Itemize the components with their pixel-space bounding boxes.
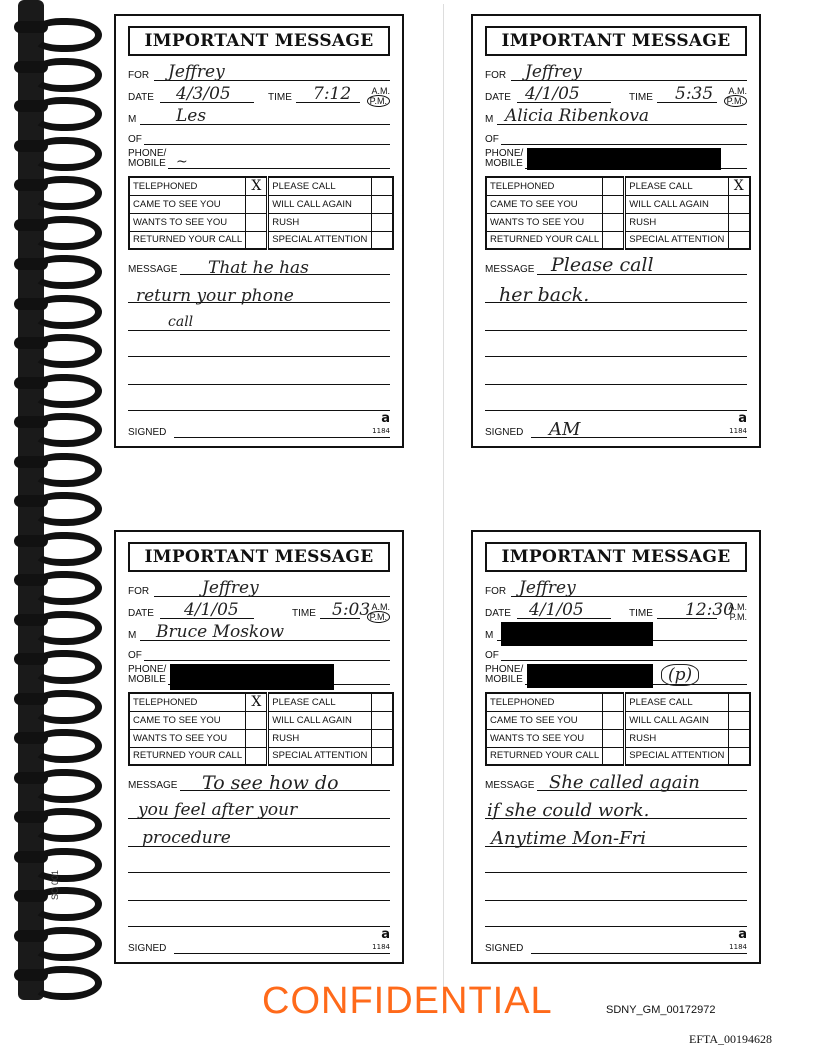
pm-circled: P.M. (724, 95, 747, 107)
spiral-ring (14, 802, 94, 832)
for-value: Jeffrey (202, 578, 259, 598)
message-slip-1 (114, 14, 404, 448)
date-value: 4/3/05 (176, 84, 231, 104)
spiral-ring (14, 210, 94, 240)
m-line: M Bruce Moskow (128, 622, 390, 644)
spiral-ring (14, 921, 94, 951)
telephoned-mark: X (246, 177, 268, 195)
message-area: MESSAGE To see how do you feel after your procedure (128, 772, 390, 932)
date-value: 4/1/05 (525, 84, 580, 104)
pm-circled: P.M. (367, 95, 390, 107)
am-pm: A.M. P.M. (367, 602, 390, 622)
phone-line: PHONE/ MOBILE (485, 148, 747, 172)
spiral-ring (14, 723, 94, 753)
telephoned-mark: X (246, 693, 268, 711)
for-value: Jeffrey (525, 62, 582, 82)
phone-line: PHONE/ MOBILE (p) (485, 664, 747, 688)
spiral-ring (14, 249, 94, 279)
date-time-line: DATE 4/1/05 TIME 5:35 A.M. P.M. (485, 84, 747, 106)
signed-line: SIGNED a 1184 (128, 927, 390, 954)
redaction-box (170, 664, 334, 690)
for-value: Jeffrey (519, 578, 576, 598)
spiral-ring (14, 368, 94, 398)
sheet-divider (443, 4, 444, 1014)
slip-title: IMPORTANT MESSAGE (128, 26, 390, 56)
message-area: MESSAGE Please call her back. (485, 256, 747, 416)
spiral-ring (14, 170, 94, 200)
spiral-ring (14, 12, 94, 42)
for-line: FOR Jeffrey (485, 578, 747, 600)
spiral-ring (14, 91, 94, 121)
spiral-ring (14, 486, 94, 516)
spiral-ring (14, 289, 94, 319)
message-line-1: To see how do (202, 772, 339, 794)
of-line (128, 128, 390, 148)
spiral-ring (14, 842, 94, 872)
form-logo: a 1184 (729, 927, 747, 951)
of-label: OF (128, 134, 142, 145)
spiral-ring (14, 447, 94, 477)
of-line: OF (485, 128, 747, 148)
m-line: M (485, 622, 747, 644)
slip-title: IMPORTANT MESSAGE (128, 542, 390, 572)
message-line-1: That he has (208, 258, 309, 278)
of-line: OF (485, 644, 747, 664)
am-pm: A.M. P.M. (728, 602, 747, 622)
m-line (128, 106, 390, 128)
checkbox-grid: TELEPHONED X PLEASE CALL CAME TO SEE YOU WILL CALL AGAIN WANTS TO SEE YOU RUSH RETURNED YOUR CALL SPECIAL ATTENTION (128, 692, 394, 766)
spiral-ring (14, 644, 94, 674)
signed-line: SIGNED a 1184 (485, 927, 747, 954)
spiral-ring (14, 684, 94, 714)
am-pm: A.M. P.M. (724, 86, 747, 106)
message-line-2: return your phone (136, 286, 294, 306)
signed-label: SIGNED (128, 427, 167, 438)
message-line-3: call (168, 314, 194, 330)
signed-value: AM (549, 419, 581, 440)
message-slip-2 (471, 14, 761, 448)
m-value: Les (176, 106, 207, 126)
signed-line (128, 411, 390, 442)
message-slip-4 (471, 530, 761, 964)
redaction-box (501, 622, 653, 646)
for-line: FOR Jeffrey (128, 578, 390, 600)
form-logo: a 1184 (372, 411, 390, 435)
date-time-line: DATE 4/1/05 TIME 5:03 A.M. P.M. (128, 600, 390, 622)
for-label: FOR (128, 70, 150, 81)
m-label: M (128, 114, 137, 125)
date-value: 4/1/05 (184, 600, 239, 620)
date-value: 4/1/05 (529, 600, 584, 620)
spiral-ring (14, 131, 94, 161)
phone-note: (p) (661, 664, 699, 686)
time-value: 5:35 (675, 84, 714, 104)
message-line-3: Anytime Mon-Fri (491, 828, 646, 849)
time-value: 7:12 (313, 84, 352, 104)
slip-title: IMPORTANT MESSAGE (485, 26, 747, 56)
signed-line: SIGNED AM a 1184 (485, 411, 747, 440)
time-label: TIME (268, 92, 292, 103)
spiral-ring (14, 763, 94, 793)
spiral-ring (14, 328, 94, 358)
spiral-binding (4, 0, 96, 1010)
pm-circled: P.M. (367, 611, 390, 623)
form-logo: a 1184 (729, 411, 747, 435)
message-area: MESSAGE She called again if she could work. Anytime Mon-Fri (485, 772, 747, 932)
for-line: FOR Jeffrey (485, 62, 747, 84)
spiral-ring (14, 960, 94, 990)
date-label: DATE (128, 92, 154, 103)
message-label: MESSAGE (128, 264, 178, 275)
message-line-2: her back. (499, 284, 590, 306)
phone-scribble: ~ (176, 154, 188, 170)
message-line-2: you feel after your (138, 800, 298, 820)
for-line (128, 62, 390, 84)
spiral-ring (14, 52, 94, 82)
document-id: SDNY_GM_00172972 (606, 1004, 716, 1016)
confidential-stamp: CONFIDENTIAL (262, 980, 553, 1022)
efta-number: EFTA_00194628 (689, 1032, 773, 1046)
spiral-ring (14, 605, 94, 635)
please-call-mark: X (728, 177, 750, 195)
redaction-box (527, 664, 653, 688)
phone-line (128, 148, 390, 172)
checkbox-grid: TELEPHONED PLEASE CALL CAME TO SEE YOU WILL CALL AGAIN WANTS TO SEE YOU RUSH RETURNED YOUR CALL SPECIAL ATTENTION (485, 692, 751, 766)
m-value: Alicia Ribenkova (505, 106, 650, 126)
side-stamp: SC 001 (50, 869, 60, 900)
time-value: 12:30 (685, 600, 734, 620)
checkbox-grid: TELEPHONED PLEASE CALL X CAME TO SEE YOU WILL CALL AGAIN WANTS TO SEE YOU RUSH RETURNED YOUR CALL SPECIAL ATTENTION (485, 176, 751, 250)
message-line-2: if she could work. (487, 800, 650, 821)
of-line: OF (128, 644, 390, 664)
message-slip-3 (114, 530, 404, 964)
spiral-ring (14, 526, 94, 556)
spiral-ring (14, 407, 94, 437)
checkbox-grid: TELEPHONED X PLEASE CALL CAME TO SEE YOU WILL CALL AGAIN WANTS TO SEE YOU RUSH RETURNED YOUR CALL SPECIAL ATTENTION (128, 176, 394, 250)
am-pm: A.M. P.M. (367, 86, 390, 106)
message-line-1: She called again (549, 772, 700, 793)
for-value: Jeffrey (168, 62, 225, 82)
phone-label: PHONE/ MOBILE (128, 148, 167, 169)
date-time-line: DATE 4/1/05 TIME 12:30 A.M. P.M. (485, 600, 747, 622)
message-line-1: Please call (551, 254, 654, 276)
date-time-line (128, 84, 390, 106)
redaction-box (527, 148, 721, 170)
m-line: M Alicia Ribenkova (485, 106, 747, 128)
spiral-ring (14, 565, 94, 595)
m-value: Bruce Moskow (156, 622, 285, 642)
phone-line: PHONE/ MOBILE (128, 664, 390, 688)
form-logo: a 1184 (372, 927, 390, 951)
message-line-3: procedure (142, 828, 231, 848)
time-value: 5:03 (332, 600, 371, 620)
slip-title: IMPORTANT MESSAGE (485, 542, 747, 572)
message-area (128, 256, 390, 416)
